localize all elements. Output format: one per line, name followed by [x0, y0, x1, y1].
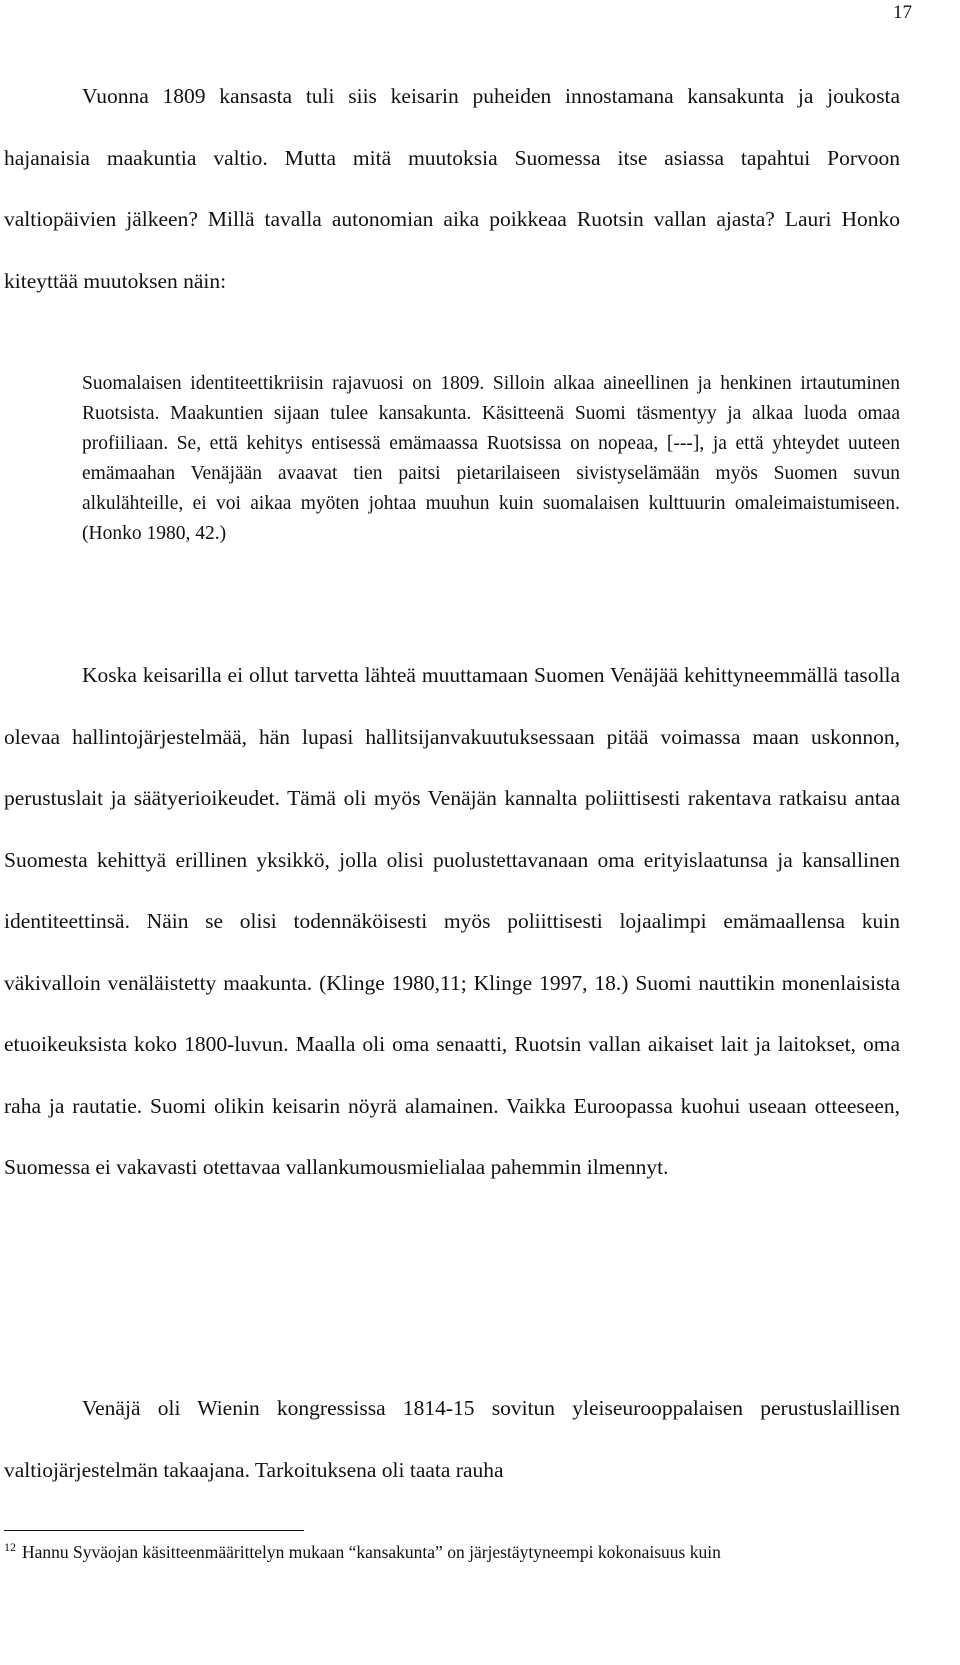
footnote-text-1: Hannu Syväojan käsitteenmäärittelyn mukaan “kansakunta” on järjestäytyneempi kokonaisuus kuin [22, 1542, 721, 1562]
paragraph-1: Vuonna 1809 kansasta tuli siis keisarin puheiden innostamana kansakunta ja joukosta hajanaisia maakuntia valtio. Mutta mitä muutoksia Suomessa itse asiassa tapahtui Porvoon valtiopäivien jälkeen? Millä tavalla autonomian aika poikkeaa Ruotsin vallan ajasta? Lauri Honko kiteyttää muutoksen näin: [4, 84, 900, 293]
paragraph-2: Koska keisarilla ei ollut tarvetta lähteä muuttamaan Suomen Venäjää kehittyneemmällä tasolla olevaa hallintojärjestelmää, hän lupasi hallitsijanvakuutuksessaan pitää voimassa maan uskonnon, perustuslait ja säätyerioikeudet. Tämä oli myös Venäjän kannalta poliittisesti rakentava ratkaisu antaa Suomesta kehittyä erillinen yksikkö, jolla olisi puolustettavanaan oma erityislaatunsa ja kansallinen identiteettinsä. Näin se olisi todennäköisesti myös poliittisesti lojaalimpi emämaallensa kuin väkivalloin venäläistetty maakunta. (Klinge 1980,11; Klinge 1997, 18.) Suomi nauttikin monenlaisista etuoikeuksista koko 1800-luvun. Maalla oli oma senaatti, Ruotsin vallan aikaiset lait ja laitokset, oma raha ja rautatie. Suomi olikin keisarin nöyrä alamainen. Vaikka Euroopassa kuohui useaan otteeseen, Suomessa ei vakavasti otettavaa vallankumousmielialaa pahemmin ilmennyt. [4, 663, 900, 1179]
footnote-marker: 12 [4, 1540, 16, 1554]
footnote [4, 1536, 904, 1563]
block-quote: Suomalaisen identiteettikriisin rajavuosi on 1809. Silloin alkaa aineellinen ja henkinen irtautuminen Ruotsista. Maakuntien sijaan tulee kansakunta. Käsitteenä Suomi täsmentyy ja alkaa luoda omaa profiiliaan. Se, että kehitys entisessä emämaassa Ruotsissa on nopeaa, [---], ja että yhteydet uuteen emämaahan Venäjään avaavat tien paitsi pietarilaiseen sivistyselämään myös Suomen suvun alkulähteille, ei voi aikaa myöten johtaa muuhun kuin suomalaisen kulttuurin omaleimaistumiseen. (Honko 1980, 42.) [82, 373, 900, 544]
footnote-line-1 [4, 1536, 904, 1563]
page-number: 17 [893, 2, 912, 23]
paragraph-3: Venäjä oli Wienin kongressissa 1814-15 sovitun yleiseurooppalaisen perustuslaillisen valtiojärjestelmän takaajana. Tarkoituksena oli taata rauha [4, 1396, 900, 1482]
footnote-divider [4, 1530, 304, 1531]
